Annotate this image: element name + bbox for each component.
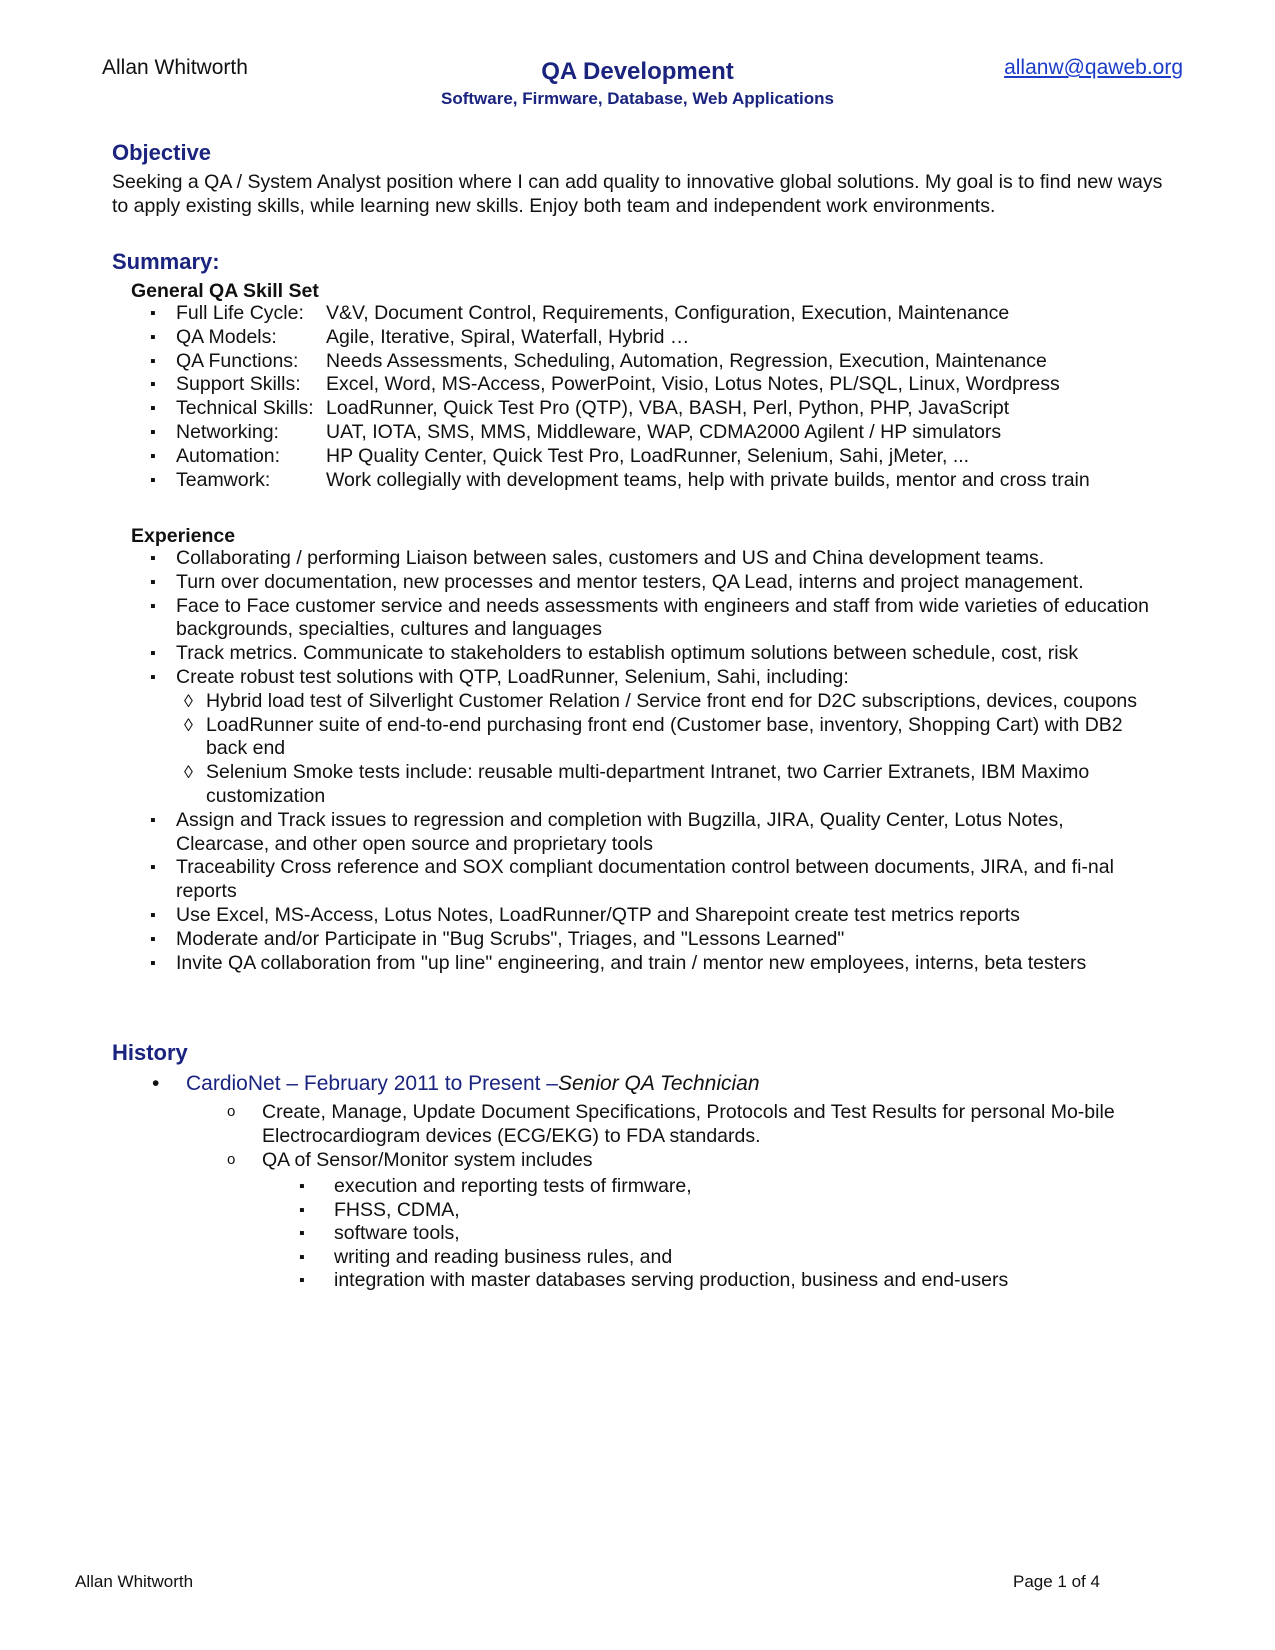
list-item: ▪ writing and reading business rules, and — [297, 1246, 1157, 1270]
experience-list — [146, 547, 1151, 975]
list-item: ◊ Selenium Smoke tests include: reusable multi-department Intranet, two Carrier Extranets, IBM Maximo customization — [176, 761, 1151, 809]
skill-value: LoadRunner, Quick Test Pro (QTP), VBA, BASH, Perl, Python, PHP, JavaScript — [326, 397, 1010, 420]
list-item: ▪ execution and reporting tests of firmware, — [297, 1175, 1157, 1199]
skill-label: Full Life Cycle: — [176, 302, 304, 324]
list-item: ▪ software tools, — [297, 1222, 1157, 1246]
list-item: ▪ Traceability Cross reference and SOX compliant documentation control between documents, JIRA, and fi-nal reports — [146, 856, 1151, 904]
skill-value: UAT, IOTA, SMS, MMS, Middleware, WAP, CDMA2000 Agilent / HP simulators — [326, 420, 1002, 443]
job-company-dates: CardioNet – February 2011 to Present – — [186, 1072, 558, 1095]
email-link[interactable]: allanw@qaweb.org — [1004, 56, 1183, 79]
job-entry — [152, 1072, 760, 1096]
list-item — [146, 350, 1146, 374]
list-item: ◊ LoadRunner suite of end-to-end purchasing front end (Customer base, inventory, Shopping Cart) with DB2 back end — [176, 714, 1151, 762]
history-heading: History — [112, 1040, 188, 1065]
document-title: QA Development — [541, 58, 734, 85]
summary-heading: Summary: — [112, 249, 220, 274]
list-item — [146, 397, 1146, 421]
skill-label: Automation: — [176, 444, 281, 467]
skill-value: Excel, Word, MS-Access, PowerPoint, Visio, Lotus Notes, PL/SQL, Linux, Wordpress — [326, 373, 1060, 396]
skill-label: QA Functions: — [176, 349, 299, 372]
document-subtitle: Software, Firmware, Database, Web Applications — [441, 89, 834, 108]
list-item: ▪ Moderate and/or Participate in "Bug Scrubs", Triages, and "Lessons Learned" — [146, 928, 1151, 952]
job-duties-list — [225, 1100, 1145, 1172]
list-item: o Create, Manage, Update Document Specifications, Protocols and Test Results for personal Mo-bile Electrocardiogram devices (ECG/EKG) to FDA standards. — [225, 1100, 1145, 1148]
skill-value: Needs Assessments, Scheduling, Automation, Regression, Execution, Maintenance — [326, 349, 1047, 372]
skill-value: V&V, Document Control, Requirements, Configuration, Execution, Maintenance — [326, 302, 1010, 324]
skill-set-heading: General QA Skill Set — [131, 280, 319, 302]
list-item — [146, 421, 1146, 445]
list-item: ▪ FHSS, CDMA, — [297, 1199, 1157, 1223]
job-role: Senior QA Technician — [557, 1072, 760, 1095]
footer-name: Allan Whitworth — [75, 1572, 194, 1591]
list-item — [146, 469, 1146, 493]
skill-label: Technical Skills: — [176, 397, 314, 420]
list-item — [146, 326, 1146, 350]
list-item: ▪ Turn over documentation, new processes and mentor testers, QA Lead, interns and project management. — [146, 571, 1151, 595]
skill-label: Teamwork: — [176, 468, 271, 491]
bullet-icon: • — [152, 1072, 160, 1095]
list-item: ▪ integration with master databases serving production, business and end-users — [297, 1269, 1157, 1293]
skill-label: QA Models: — [176, 325, 277, 348]
list-item: ◊ Hybrid load test of Silverlight Customer Relation / Service front end for D2C subscriptions, devices, coupons — [176, 690, 1151, 714]
list-item: ▪ Track metrics. Communicate to stakeholders to establish optimum solutions between schedule, cost, risk — [146, 642, 1151, 666]
list-item: ▪ Collaborating / performing Liaison between sales, customers and US and China development teams. — [146, 547, 1151, 571]
list-item — [146, 302, 1146, 326]
experience-heading: Experience — [131, 525, 236, 547]
list-item: o QA of Sensor/Monitor system includes — [225, 1148, 1145, 1172]
skill-list — [146, 302, 1146, 492]
list-item — [146, 445, 1146, 469]
header-name: Allan Whitworth — [102, 56, 248, 79]
list-item — [146, 373, 1146, 397]
skill-value: Work collegially with development teams, help with private builds, mentor and cross train — [326, 468, 1090, 491]
skill-value: Agile, Iterative, Spiral, Waterfall, Hybrid … — [326, 325, 690, 348]
list-item: ▪ Assign and Track issues to regression and completion with Bugzilla, JIRA, Quality Center, Lotus Notes, Clearcase, and other open source and proprietary tools — [146, 809, 1151, 857]
test-solutions-list — [176, 690, 1151, 809]
list-item: ▪ Use Excel, MS-Access, Lotus Notes, LoadRunner/QTP and Sharepoint create test metrics reports — [146, 904, 1151, 928]
skill-value: HP Quality Center, Quick Test Pro, LoadRunner, Selenium, Sahi, jMeter, ... — [326, 444, 970, 467]
list-item — [146, 666, 1151, 809]
objective-text: Seeking a QA / System Analyst position where I can add quality to innovative global solutions. My goal is to find new ways to apply existing skills, while learning new skills. Enjoy both team and independent work environments. — [112, 171, 1163, 217]
sensor-items-list — [297, 1175, 1157, 1293]
list-item: ▪ Invite QA collaboration from "up line" engineering, and train / mentor new employees, interns, beta testers — [146, 952, 1151, 976]
skill-label: Support Skills: — [176, 373, 301, 396]
objective-heading: Objective — [112, 140, 212, 165]
list-item: ▪ Face to Face customer service and needs assessments with engineers and staff from wide varieties of education backgrounds, specialties, cultures and languages — [146, 595, 1151, 643]
list-item-text: Create robust test solutions with QTP, LoadRunner, Selenium, Sahi, including: — [176, 665, 849, 688]
page-number: Page 1 of 4 — [1013, 1572, 1100, 1591]
skill-label: Networking: — [176, 420, 279, 443]
